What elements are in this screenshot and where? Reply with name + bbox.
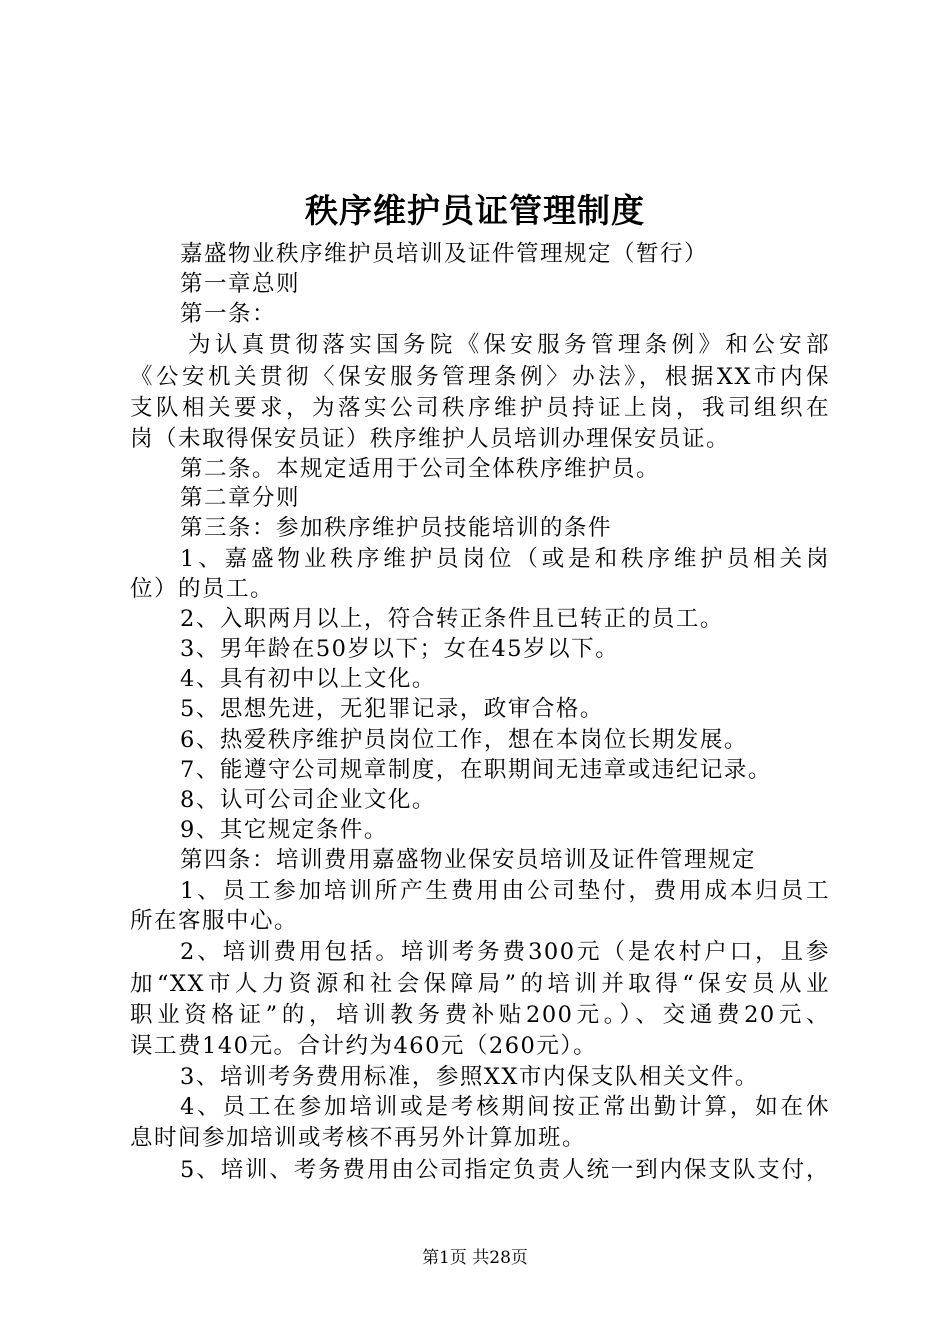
chapter-heading: 第一章总则 (180, 271, 301, 297)
list-item: 1、嘉盛物业秩序维护员岗位（或是和秩序维护员相关岗 (180, 546, 830, 572)
article-heading: 第四条：培训费用嘉盛物业保安员培训及证件管理规定 (180, 847, 757, 873)
list-item: 2、培训费用包括。培训考务费300元（是农村户口，且参 (180, 939, 830, 965)
list-item-continued: 位）的员工。 (130, 576, 275, 602)
list-item: 5、思想先进，无犯罪记录，政审合格。 (180, 696, 604, 722)
list-item: 1、员工参加培训所产生费用由公司垫付，费用成本归员工 (180, 878, 830, 904)
document-subtitle: 嘉盛物业秩序维护员培训及证件管理规定（暂行） (180, 241, 709, 267)
list-item: 4、具有初中以上文化。 (180, 666, 436, 692)
paragraph-line: 为认真贯彻落实国务院《保安服务管理条例》和公安部 (188, 332, 830, 358)
document-title: 秩序维护员证管理制度 (305, 191, 645, 230)
chapter-heading: 第二章分则 (180, 485, 301, 511)
article-heading: 第一条： (180, 301, 277, 327)
list-item-continued: 误工费140元。合计约为460元（260元）。 (130, 1033, 598, 1059)
list-item: 6、热爱秩序维护员岗位工作，想在本岗位长期发展。 (180, 727, 748, 753)
list-item-continued: 职业资格证”的，培训教务费补贴200元。）、交通费20元、 (130, 1002, 830, 1028)
paragraph-line: 第二条。本规定适用于公司全体秩序维护员。 (180, 456, 661, 482)
list-item: 7、能遵守公司规章制度，在职期间无违章或违纪记录。 (180, 757, 772, 783)
list-item: 4、员工在参加培训或是考核期间按正常出勤计算，如在休 (180, 1094, 830, 1120)
list-item: 9、其它规定条件。 (180, 817, 388, 843)
list-item-continued: 加“XX市人力资源和社会保障局”的培训并取得“保安员从业 (130, 971, 830, 997)
list-item: 2、入职两月以上，符合转正条件且已转正的员工。 (180, 606, 724, 632)
paragraph-line: 《公安机关贯彻〈保安服务管理条例〉办法》，根据XX市内保 (130, 364, 830, 390)
list-item: 5、培训、考务费用由公司指定负责人统一到内保支队支付， (180, 1157, 830, 1183)
list-item: 3、培训考务费用标准，参照XX市内保支队相关文件。 (180, 1064, 759, 1090)
list-item-continued: 所在客服中心。 (130, 908, 299, 934)
article-heading: 第三条：参加秩序维护员技能培训的条件 (180, 515, 613, 541)
list-item: 8、认可公司企业文化。 (180, 787, 436, 813)
page-indicator: 第1页 共28页 (422, 1248, 528, 1268)
list-item-continued: 息时间参加培训或考核不再另外计算加班。 (130, 1125, 587, 1151)
paragraph-line: 岗（未取得保安员证）秩序维护人员培训办理保安员证。 (130, 426, 731, 452)
list-item: 3、男年龄在50岁以下；女在45岁以下。 (180, 636, 620, 662)
paragraph-line: 支队相关要求，为落实公司秩序维护员持证上岗，我司组织在 (130, 395, 830, 421)
